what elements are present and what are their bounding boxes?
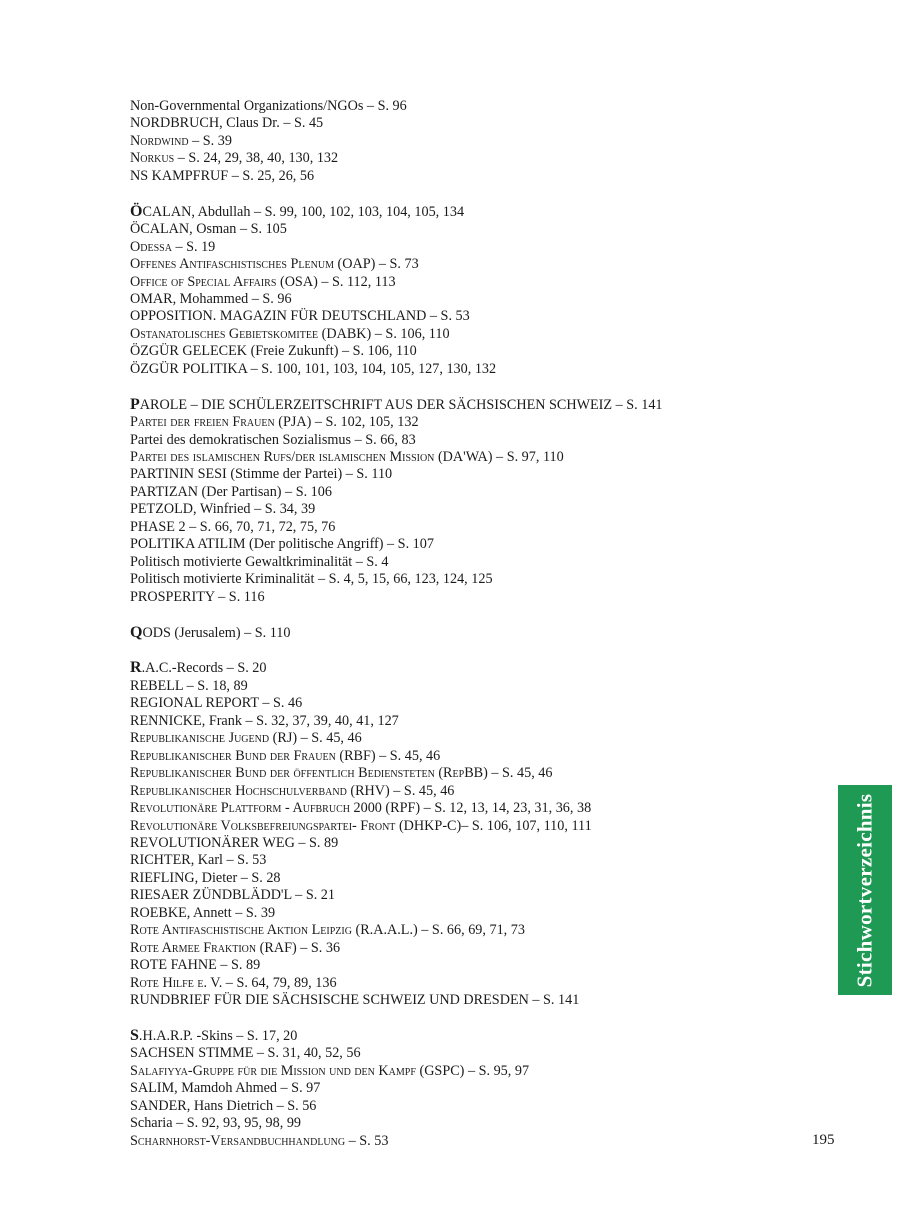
index-entry-text: REVOLUTIONÄRER WEG – S. 89 — [130, 834, 339, 851]
index-group — [130, 659, 770, 1009]
index-entry — [130, 449, 770, 466]
index-entry — [130, 887, 770, 904]
index-letter: Q — [130, 623, 143, 641]
page-number: 195 — [812, 1132, 835, 1148]
index-entry-text: ÖCALAN, Osman – S. 105 — [130, 221, 287, 238]
index-entry-text: OMAR, Mohammed – S. 96 — [130, 290, 292, 307]
index-entry-text: Revolutionäre Volksbefreiungspartei- Front (DHKP-C)– S. 106, 107, 110, 111 — [130, 817, 592, 834]
index-entry-text: Partei des demokratischen Sozialismus – S. 66, 83 — [130, 431, 416, 448]
index-entry — [130, 835, 770, 852]
index-entry-text: Offenes Antifaschistisches Plenum (OAP) – S. 73 — [130, 256, 419, 273]
index-entry-text: Ostanatolisches Gebietskomitee (DABK) – S. 106, 110 — [130, 325, 450, 342]
index-entry-text: ÖZGÜR POLITIKA – S. 100, 101, 103, 104, 105, 127, 130, 132 — [130, 360, 497, 377]
index-entry-text: Politisch motivierte Kriminalität – S. 4, 5, 15, 66, 123, 124, 125 — [130, 571, 493, 588]
index-entry — [130, 98, 770, 115]
index-entry — [130, 571, 770, 588]
index-entry-text: NORDBRUCH, Claus Dr. – S. 45 — [130, 115, 324, 132]
index-entry-text: Non-Governmental Organizations/NGOs – S. 96 — [130, 98, 407, 114]
index-entry — [130, 484, 770, 501]
index-entry — [130, 432, 770, 449]
index-entry — [130, 748, 770, 765]
index-entry — [130, 343, 770, 360]
index-entry — [130, 291, 770, 308]
index-entry — [130, 922, 770, 939]
index-entry — [130, 501, 770, 518]
group-spacer — [130, 642, 770, 659]
index-entry — [130, 536, 770, 553]
index-entry — [130, 783, 770, 800]
index-entry — [130, 1080, 770, 1097]
group-spacer — [130, 1010, 770, 1027]
index-entry — [130, 659, 770, 677]
index-entry — [130, 203, 770, 221]
index-entry — [130, 554, 770, 571]
index-entry — [130, 1063, 770, 1080]
index-entry-text: Partei des islamischen Rufs/der islamischen Mission (DA'WA) – S. 97, 110 — [130, 449, 564, 466]
index-entry — [130, 852, 770, 869]
index-entry — [130, 1115, 770, 1132]
index-entry — [130, 1098, 770, 1115]
index-entry — [130, 519, 770, 536]
index-entry-text: .A.C.-Records – S. 20 — [141, 660, 267, 677]
index-entry-text: REGIONAL REPORT – S. 46 — [130, 695, 303, 712]
index-entry-text: Salafiyya-Gruppe für die Mission und den Kampf (GSPC) – S. 95, 97 — [130, 1062, 530, 1079]
index-entry-text: Scharnhorst-Versandbuchhandlung – S. 53 — [130, 1132, 389, 1149]
index-entry-text: NS KAMPFRUF – S. 25, 26, 56 — [130, 167, 315, 184]
index-entry — [130, 361, 770, 378]
index-entry-text: Rote Hilfe e. V. – S. 64, 79, 89, 136 — [130, 974, 337, 991]
index-entry — [130, 326, 770, 343]
index-group — [130, 1027, 770, 1150]
index-entry-text: Nordwind – S. 39 — [130, 132, 232, 149]
group-spacer — [130, 378, 770, 395]
index-entry-text: RICHTER, Karl – S. 53 — [130, 852, 267, 869]
index-letter: Ö — [130, 202, 143, 220]
index-entry — [130, 870, 770, 887]
index-group — [130, 624, 770, 642]
index-entry-text: POLITIKA ATILIM (Der politische Angriff) – S. 107 — [130, 536, 434, 553]
index-entry-text: Office of Special Affairs (OSA) – S. 112, 113 — [130, 273, 396, 290]
index-entry — [130, 730, 770, 747]
index-entry — [130, 168, 770, 185]
index-entry — [130, 396, 770, 414]
index-entry — [130, 818, 770, 835]
index-entry — [130, 1045, 770, 1062]
index-entry-text: Partei der freien Frauen (PJA) – S. 102, 105, 132 — [130, 414, 419, 431]
index-entry-text: RUNDBRIEF FÜR DIE SÄCHSISCHE SCHWEIZ UND DRESDEN – S. 141 — [130, 992, 580, 1009]
index-entry-text: Politisch motivierte Gewaltkriminalität – S. 4 — [130, 553, 389, 570]
index-entry-text: CALAN, Abdullah – S. 99, 100, 102, 103, 104, 105, 134 — [142, 203, 465, 220]
index-letter: R — [130, 659, 142, 677]
index-entry — [130, 624, 770, 642]
index-entry-text: ÖZGÜR GELECEK (Freie Zukunft) – S. 106, 110 — [130, 343, 417, 360]
index-entry — [130, 150, 770, 167]
group-spacer — [130, 606, 770, 623]
index-entry-text: PARTIZAN (Der Partisan) – S. 106 — [130, 483, 332, 500]
index-entry-text: Revolutionäre Plattform - Aufbruch 2000 (RPF) – S. 12, 13, 14, 23, 31, 36, 38 — [130, 800, 592, 817]
index-group — [130, 396, 770, 606]
index-entry-text: PETZOLD, Winfried – S. 34, 39 — [130, 501, 316, 518]
index-entry-text: ROTE FAHNE – S. 89 — [130, 957, 261, 974]
index-entry — [130, 221, 770, 238]
index-entry-text: Republikanischer Bund der öffentlich Bediensteten (RepBB) – S. 45, 46 — [130, 765, 553, 782]
index-entry-text: Republikanischer Hochschulverband (RHV) – S. 45, 46 — [130, 782, 455, 799]
index-group — [130, 203, 770, 379]
index-entry-text: REBELL – S. 18, 89 — [130, 677, 248, 694]
index-entry — [130, 274, 770, 291]
index-entry — [130, 765, 770, 782]
index-entry — [130, 115, 770, 132]
index-entry-text: RIESAER ZÜNDBLÄDD'L – S. 21 — [130, 887, 335, 904]
index-entry — [130, 992, 770, 1009]
index-entry — [130, 940, 770, 957]
index-entry — [130, 800, 770, 817]
index-entry-text: AROLE – DIE SCHÜLERZEITSCHRIFT AUS DER SÄCHSISCHEN SCHWEIZ – S. 141 — [139, 396, 663, 413]
index-entry-text: RIEFLING, Dieter – S. 28 — [130, 869, 281, 886]
index-entry — [130, 695, 770, 712]
index-entry — [130, 678, 770, 695]
index-letter: S — [130, 1026, 139, 1044]
index-entry — [130, 975, 770, 992]
index-entry — [130, 256, 770, 273]
section-tab — [838, 785, 892, 995]
group-spacer — [130, 185, 770, 202]
index-entry-text: ODS (Jerusalem) – S. 110 — [142, 624, 291, 641]
index-entry-text: SALIM, Mamdoh Ahmed – S. 97 — [130, 1080, 321, 1097]
index-entry-text: Scharia – S. 92, 93, 95, 98, 99 — [130, 1115, 302, 1132]
index-entry-text: Odessa – S. 19 — [130, 238, 216, 255]
index-entry-text: ROEBKE, Annett – S. 39 — [130, 904, 276, 921]
index-entry — [130, 239, 770, 256]
index-entry-text: .H.A.R.P. -Skins – S. 17, 20 — [138, 1027, 298, 1044]
index-entry — [130, 414, 770, 431]
index-entry-text: RENNICKE, Frank – S. 32, 37, 39, 40, 41, 127 — [130, 712, 399, 729]
index-entry-text: Republikanischer Bund der Frauen (RBF) – S. 45, 46 — [130, 747, 441, 764]
index-entry-text: PROSPERITY – S. 116 — [130, 588, 265, 605]
index-entry-text: PARTININ SESI (Stimme der Partei) – S. 110 — [130, 466, 393, 483]
index-entry-text: Rote Armee Fraktion (RAF) – S. 36 — [130, 939, 341, 956]
index-entry-text: OPPOSITION. MAGAZIN FÜR DEUTSCHLAND – S. 53 — [130, 308, 470, 325]
index-entry — [130, 905, 770, 922]
index-entry — [130, 1133, 770, 1150]
index-entry-text: Rote Antifaschistische Aktion Leipzig (R.A.A.L.) – S. 66, 69, 71, 73 — [130, 922, 525, 939]
index-entry — [130, 466, 770, 483]
index-entry — [130, 589, 770, 606]
index-entry-text: Republikanische Jugend (RJ) – S. 45, 46 — [130, 730, 362, 747]
index-entry — [130, 957, 770, 974]
index-entry — [130, 133, 770, 150]
section-tab-label: Stichwortverzeichnis — [852, 793, 877, 987]
index-entry-text: PHASE 2 – S. 66, 70, 71, 72, 75, 76 — [130, 518, 336, 535]
index-group — [130, 98, 770, 185]
index-entry — [130, 308, 770, 325]
index-entry — [130, 713, 770, 730]
index-list — [130, 98, 770, 1150]
index-entry-text: SACHSEN STIMME – S. 31, 40, 52, 56 — [130, 1045, 361, 1062]
index-letter: P — [130, 395, 140, 413]
index-entry-text: Norkus – S. 24, 29, 38, 40, 130, 132 — [130, 150, 339, 167]
index-entry-text: SANDER, Hans Dietrich – S. 56 — [130, 1097, 317, 1114]
index-entry — [130, 1027, 770, 1045]
